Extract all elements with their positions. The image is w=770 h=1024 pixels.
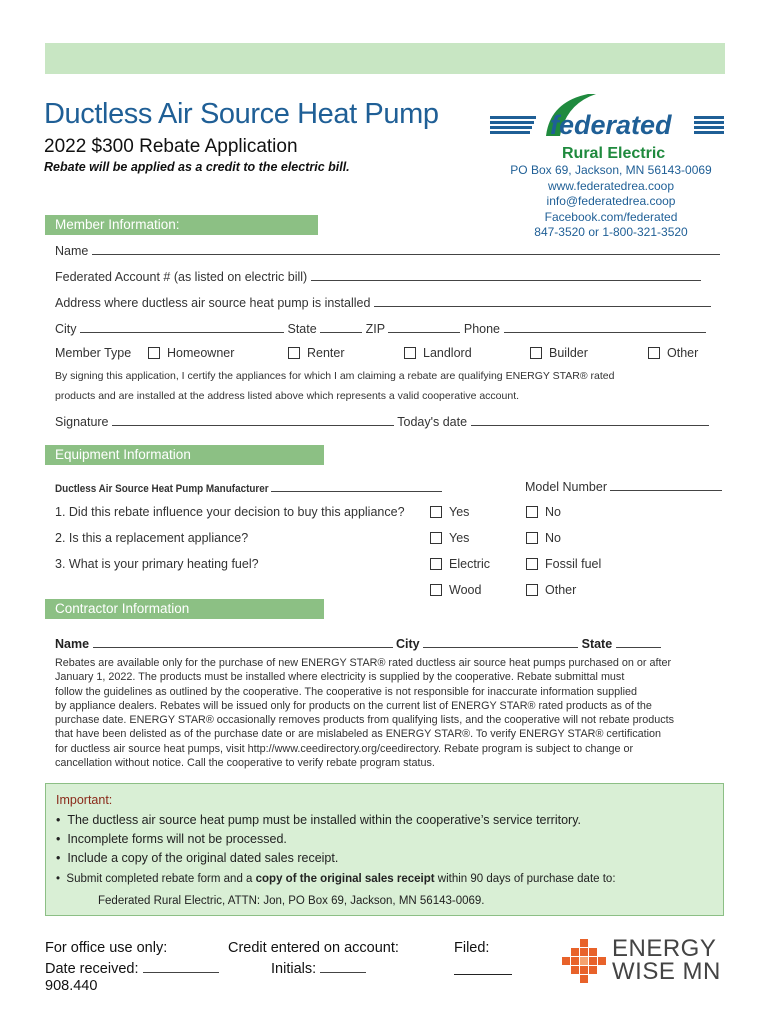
account-field[interactable]	[311, 269, 701, 281]
option-label: Renter	[307, 346, 345, 360]
checkbox[interactable]	[148, 347, 160, 359]
contractor-section-header: Contractor Information	[45, 599, 324, 619]
zip-field[interactable]	[388, 321, 460, 333]
option-label: No	[545, 531, 561, 545]
contractor-city-label: City	[396, 637, 420, 651]
important-item-text: Include a copy of the original dated sales receipt.	[67, 851, 339, 865]
option-label: Yes	[449, 505, 470, 519]
terms-line: by appliance dealers. Rebates will be issued only for products on the current list of ENERGY STAR® rated products as of the	[55, 699, 652, 712]
contractor-state-label: State	[581, 637, 613, 651]
fuel-other[interactable]	[526, 583, 576, 597]
member-type-builder[interactable]	[530, 346, 588, 360]
date-received-label: Date received:	[45, 961, 139, 977]
important-box	[45, 783, 724, 916]
option-label: Wood	[449, 583, 482, 597]
page-subtitle: 2022 $300 Rebate Application	[44, 136, 298, 157]
address-label: Address where ductless air source heat pump is installed	[55, 296, 371, 310]
option-label: Other	[545, 583, 577, 597]
submit-address: Federated Rural Electric, ATTN: Jon, PO Box 69, Jackson, MN 56143-0069.	[98, 895, 485, 907]
page-title: Ductless Air Source Heat Pump	[44, 98, 439, 130]
member-type-landlord[interactable]	[404, 346, 472, 360]
checkbox[interactable]	[430, 532, 442, 544]
important-item: • Incomplete forms will not be processed.	[56, 832, 287, 846]
submit-text: within 90 days of purchase date to:	[434, 873, 616, 885]
top-color-bar	[45, 43, 725, 74]
terms-line: January 1, 2022. The products must be installed where electricity is supplied by the cooperative. Rebate submittal must	[55, 671, 625, 684]
checkbox[interactable]	[430, 558, 442, 570]
checkbox[interactable]	[530, 347, 542, 359]
option-label: Fossil fuel	[545, 557, 602, 571]
important-item: • Include a copy of the original dated sales receipt.	[56, 851, 339, 865]
certify-text-2: products and are installed at the address listed above which represents a valid cooperative account.	[55, 390, 520, 402]
energywise-line1: ENERGY	[612, 935, 717, 962]
initials-label: Initials:	[271, 961, 317, 977]
energywise-logo-icon	[560, 937, 608, 985]
question-1: 1. Did this rebate influence your decision to buy this appliance?	[55, 505, 405, 519]
checkbox[interactable]	[430, 584, 442, 596]
option-label: Other	[667, 346, 699, 360]
zip-label: ZIP	[365, 322, 385, 336]
credit-entered-label: Credit entered on account:	[228, 940, 399, 956]
checkbox[interactable]	[288, 347, 300, 359]
checkbox[interactable]	[430, 506, 442, 518]
terms-line: Rebates are available only for the purchase of new ENERGY STAR® rated ductless air source heat pumps purchased on or after	[55, 657, 672, 669]
checkbox[interactable]	[526, 584, 538, 596]
account-row	[55, 269, 701, 284]
question-2: 2. Is this a replacement appliance?	[55, 531, 249, 545]
address-row	[55, 295, 711, 310]
date-received-field[interactable]	[143, 959, 219, 973]
federated-wordmark: federated	[550, 110, 672, 140]
state-label: State	[287, 322, 317, 336]
signature-field[interactable]	[112, 414, 394, 426]
q2-no[interactable]	[526, 531, 561, 545]
terms-line: that have been delisted as of the purchase date or are mislabeled as ENERGY STAR®. To verify ENERGY STAR® certification	[55, 728, 662, 741]
filed-field[interactable]	[454, 974, 512, 975]
equipment-section-header: Equipment Information	[45, 445, 324, 465]
fuel-wood[interactable]	[430, 583, 481, 597]
option-label: Builder	[549, 346, 588, 360]
option-label: Homeowner	[167, 346, 235, 360]
phone-label: Phone	[463, 322, 501, 336]
submit-instruction: • Submit completed rebate form and a copy of the original sales receipt within 90 days of purchase date to:	[56, 873, 616, 885]
option-label: Landlord	[423, 346, 472, 360]
option-label: No	[545, 505, 561, 519]
contact-info	[495, 163, 727, 241]
option-label: Yes	[449, 531, 470, 545]
manufacturer-field[interactable]	[271, 480, 442, 492]
fuel-electric[interactable]	[430, 557, 490, 571]
energywise-line2: WISE MN	[612, 958, 721, 985]
terms-line: for ductless air source heat pumps, visit http://www.ceedirectory.org/ceedirectory. Rebate program is subject to change or	[55, 742, 634, 755]
checkbox[interactable]	[526, 532, 538, 544]
question-3: 3. What is your primary heating fuel?	[55, 557, 259, 571]
city-label: City	[55, 322, 77, 336]
important-item-text: The ductless air source heat pump must be installed within the cooperative’s service territory.	[67, 813, 581, 827]
contractor-name-field[interactable]	[93, 636, 393, 648]
submit-bold-text: copy of the original sales receipt	[255, 873, 435, 885]
terms-line: cancellation without notice. Call the cooperative to verify rebate program status.	[55, 757, 435, 770]
important-item-text: Incomplete forms will not be processed.	[67, 832, 287, 846]
terms-line: follow the guidelines as outlined by the cooperative. The cooperative is not responsible for inaccurate information supplied	[55, 685, 637, 698]
contact-facebook: Facebook.com/federated	[544, 209, 678, 224]
initials-row	[271, 959, 366, 977]
account-label: Federated Account # (as listed on electric bill)	[55, 270, 308, 284]
member-type-other[interactable]	[648, 346, 698, 360]
contractor-row	[55, 636, 661, 651]
important-item: • The ductless air source heat pump must be installed within the cooperative’s service territory.	[56, 813, 581, 827]
model-field[interactable]	[610, 479, 722, 491]
submit-text: Submit completed rebate form and a	[66, 873, 256, 885]
member-type-homeowner[interactable]	[148, 346, 234, 360]
checkbox[interactable]	[526, 506, 538, 518]
todays-date-label: Today's date	[397, 415, 468, 429]
manufacturer-label: Ductless Air Source Heat Pump Manufacturer	[55, 483, 269, 495]
state-field[interactable]	[320, 321, 362, 333]
member-type-renter[interactable]	[288, 346, 345, 360]
certify-text-1: By signing this application, I certify the appliances for which I am claiming a rebate are qualifying ENERGY STAR® rated	[55, 370, 615, 382]
member-name-row	[55, 243, 720, 258]
date-received-row	[45, 959, 219, 977]
member-section-header: Member Information:	[45, 215, 318, 235]
address-field[interactable]	[374, 295, 711, 307]
federated-tagline: Rural Electric	[562, 145, 666, 162]
signature-row	[55, 414, 709, 429]
checkbox[interactable]	[526, 558, 538, 570]
contact-phone: 847-3520 or 1-800-321-3520	[534, 225, 688, 239]
member-name-field[interactable]	[92, 243, 720, 255]
city-row	[55, 321, 706, 336]
todays-date-field[interactable]	[471, 414, 709, 426]
q1-yes[interactable]	[430, 505, 469, 519]
member-type-label: Member Type	[55, 346, 132, 360]
office-code: 908.440	[45, 978, 98, 994]
federated-logo	[488, 88, 726, 164]
contact-email: info@federatedrea.coop	[546, 194, 676, 208]
phone-field[interactable]	[504, 321, 706, 333]
city-field[interactable]	[80, 321, 284, 333]
q2-yes[interactable]	[430, 531, 469, 545]
contact-address: PO Box 69, Jackson, MN 56143-0069	[510, 163, 712, 177]
initials-field[interactable]	[320, 959, 366, 973]
option-label: Electric	[449, 557, 490, 571]
model-row	[525, 479, 722, 494]
important-title: Important:	[56, 793, 113, 807]
model-label: Model Number	[525, 480, 607, 494]
office-use-label: For office use only:	[45, 940, 168, 956]
contractor-city-field[interactable]	[423, 636, 578, 648]
checkbox[interactable]	[648, 347, 660, 359]
contact-website: www.federatedrea.coop	[547, 178, 675, 193]
member-name-label: Name	[55, 244, 89, 258]
contractor-state-field[interactable]	[616, 636, 661, 648]
terms-paragraph	[55, 656, 735, 770]
q1-no[interactable]	[526, 505, 561, 519]
fuel-fossil[interactable]	[526, 557, 601, 571]
signature-label: Signature	[55, 415, 109, 429]
contractor-name-label: Name	[55, 637, 90, 651]
manufacturer-row	[55, 480, 442, 495]
checkbox[interactable]	[404, 347, 416, 359]
credit-note: Rebate will be applied as a credit to the electric bill.	[44, 160, 350, 174]
filed-label: Filed:	[454, 940, 490, 956]
energywise-wordmark	[612, 937, 721, 983]
terms-line: purchase date. ENERGY STAR® occasionally removes products from qualifying lists, and the cooperative will not rebate products	[55, 714, 675, 727]
